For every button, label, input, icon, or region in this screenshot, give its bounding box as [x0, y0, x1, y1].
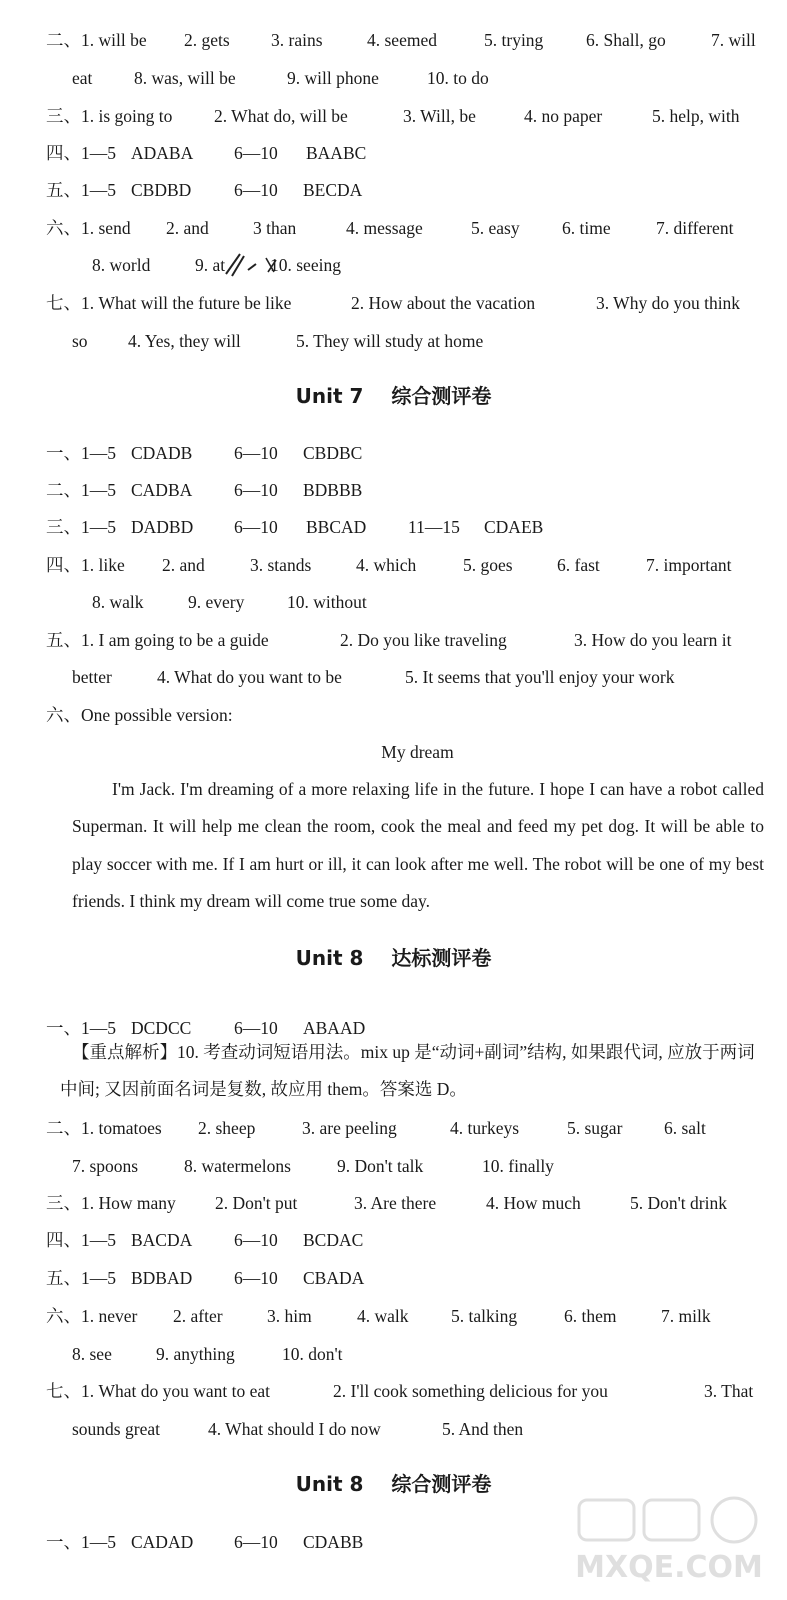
answer-item: 7. different	[656, 218, 734, 238]
answer-item: 8. see	[72, 1344, 112, 1364]
answer-item: 8. world	[92, 255, 151, 275]
answer-item: 二、1. tomatoes	[46, 1118, 162, 1138]
answer-item: 六、1. send	[46, 218, 131, 238]
unit8-standard-heading	[0, 944, 787, 972]
test-name: 达标测评卷	[391, 946, 492, 970]
unit-label: Unit 7	[295, 384, 364, 408]
answer-item: 3 than	[253, 218, 297, 238]
answer-item: 6—10	[234, 1230, 278, 1250]
essay-title: My dream	[381, 742, 454, 762]
answer-item: 3. him	[267, 1306, 312, 1326]
answer-item: 4. turkeys	[450, 1118, 520, 1138]
answer-item: 2. What do, will be	[214, 106, 348, 126]
answer-item: 七、1. What will the future be like	[46, 293, 292, 313]
answer-item: 2. Do you like traveling	[340, 630, 507, 650]
answer-item: 8. walk	[92, 592, 144, 612]
answer-item: CDADB	[131, 443, 193, 463]
answer-item: 3. Are there	[354, 1193, 437, 1213]
watermark-logo	[569, 1492, 769, 1592]
answer-item: 7. spoons	[72, 1156, 139, 1176]
answer-item: 4. How much	[486, 1193, 581, 1213]
answer-item: 2. I'll cook something delicious for you	[333, 1381, 608, 1401]
answer-item: 2. gets	[184, 30, 230, 50]
unit-label: Unit 8	[295, 1472, 364, 1496]
answer-item: eat	[72, 68, 93, 88]
answer-item: 6—10	[234, 1268, 278, 1288]
answer-item: CBDBD	[131, 180, 192, 200]
answer-item: CADAD	[131, 1532, 194, 1552]
answer-item: 10. don't	[282, 1344, 343, 1364]
answer-item: 4. Yes, they will	[128, 331, 241, 351]
answer-item: 6—10	[234, 517, 278, 537]
answer-item: 4. message	[346, 218, 423, 238]
answer-item: 4. seemed	[367, 30, 437, 50]
answer-item: 一、1—5	[46, 1532, 116, 1552]
answer-item: ABAAD	[303, 1018, 366, 1038]
answer-item: 四、1—5	[46, 143, 116, 163]
answer-item: 10. finally	[482, 1156, 554, 1176]
answer-item: 4. What should I do now	[208, 1419, 381, 1439]
answer-item: 五、1—5	[46, 180, 116, 200]
answer-item: 6. them	[564, 1306, 617, 1326]
answer-item: 2. sheep	[198, 1118, 256, 1138]
answer-item: 6—10	[234, 180, 278, 200]
answer-item: 3. rains	[271, 30, 323, 50]
answer-item: 四、1. like	[46, 555, 125, 575]
answer-item: 一、1—5	[46, 443, 116, 463]
answer-item: 6—10	[234, 1532, 278, 1552]
note-text: 【重点解析】10. 考查动词短语用法。mix up 是“动词+副词”结构, 如果跟代词, 应放于两词中间; 又因前面名词是复数, 故应用 them。答案选 D。	[60, 1042, 755, 1099]
answer-item: 六、1. never	[46, 1306, 138, 1326]
answer-item: ADABA	[131, 143, 194, 163]
answer-item: BECDA	[303, 180, 363, 200]
answer-item: 5. trying	[484, 30, 544, 50]
handwritten-correction-mark	[222, 250, 278, 280]
answer-item: 11—15	[408, 517, 460, 537]
answer-item: better	[72, 667, 112, 687]
answer-item: 5. And then	[442, 1419, 524, 1439]
answer-item: 6—10	[234, 443, 278, 463]
answer-item: 6. salt	[664, 1118, 706, 1138]
answer-item: 3. How do you learn it	[574, 630, 732, 650]
answer-item: BAABC	[306, 143, 367, 163]
answer-item: 6. Shall, go	[586, 30, 666, 50]
answer-item: 8. was, will be	[134, 68, 236, 88]
answer-item: 五、1. I am going to be a guide	[46, 630, 269, 650]
answer-item: 3. That	[704, 1381, 754, 1401]
answer-item: 5. talking	[451, 1306, 518, 1326]
answer-item: 3. Will, be	[403, 106, 476, 126]
answer-item: 4. What do you want to be	[157, 667, 342, 687]
answer-item: so	[72, 331, 88, 351]
answer-item: 4. which	[356, 555, 417, 575]
answer-item: 一、1—5	[46, 1018, 116, 1038]
answer-item: BDBAD	[131, 1268, 193, 1288]
answer-item: 三、1—5	[46, 517, 116, 537]
answer-item: 5. They will study at home	[296, 331, 484, 351]
answer-item: DADBD	[131, 517, 194, 537]
watermark-text: MXQE.COM	[575, 1550, 763, 1585]
answer-item: 3. are peeling	[302, 1118, 397, 1138]
answer-item: 5. Don't drink	[630, 1193, 727, 1213]
answer-item: BDBBB	[303, 480, 363, 500]
answer-item: 5. sugar	[567, 1118, 623, 1138]
answer-item: 10. seeing	[270, 255, 341, 275]
answer-item: 7. milk	[661, 1306, 711, 1326]
answer-item: 9. Don't talk	[337, 1156, 424, 1176]
unit7-comprehensive-heading	[0, 382, 787, 410]
answer-item: CBADA	[303, 1268, 365, 1288]
answer-item: 2. Don't put	[215, 1193, 298, 1213]
answer-item: 三、1. How many	[46, 1193, 176, 1213]
test-name: 综合测评卷	[391, 1472, 492, 1496]
answer-item: CBDBC	[303, 443, 363, 463]
answer-item: 9. anything	[156, 1344, 235, 1364]
answer-item: 6—10	[234, 480, 278, 500]
answer-item: 7. important	[646, 555, 732, 575]
answer-item: sounds great	[72, 1419, 160, 1439]
answer-item: 五、1—5	[46, 1268, 116, 1288]
essay-text: I'm Jack. I'm dreaming of a more relaxing life in the future. I hope I can have a robot called Superman. It will help me clean the room, cook the meal and feed my pet dog. It will be able to play soccer with me. If I am hurt or ill, it can look after me well. The robot will be one of my best friends. I think my dream will come true some day.	[72, 779, 764, 911]
answer-item: 四、1—5	[46, 1230, 116, 1250]
answer-item: 8. watermelons	[184, 1156, 291, 1176]
answer-item: BCDAC	[303, 1230, 364, 1250]
essay-body	[72, 771, 764, 920]
answer-item: 5. goes	[463, 555, 513, 575]
answer-item: 二、1. will be	[46, 30, 147, 50]
answer-item: 七、1. What do you want to eat	[46, 1381, 271, 1401]
unit-label: Unit 8	[295, 946, 364, 970]
answer-item: DCDCC	[131, 1018, 192, 1038]
answer-item: 6—10	[234, 143, 278, 163]
answer-item: 2. after	[173, 1306, 223, 1326]
answer-item: 三、1. is going to	[46, 106, 173, 126]
answer-item: 4. no paper	[524, 106, 603, 126]
answer-item: 9. will phone	[287, 68, 379, 88]
answer-item: CDABB	[303, 1532, 364, 1552]
answer-item: 10. to do	[427, 68, 489, 88]
answer-item: 4. walk	[357, 1306, 409, 1326]
answer-item: 二、1—5	[46, 480, 116, 500]
answer-item: 2. and	[162, 555, 205, 575]
answer-item: 9. at	[195, 255, 226, 275]
answer-item: 7. will	[711, 30, 756, 50]
answer-item: BACDA	[131, 1230, 193, 1250]
answer-item: CADBA	[131, 480, 193, 500]
key-analysis-note	[60, 1034, 762, 1108]
answer-item: 5. help, with	[652, 106, 740, 126]
answer-item: 6. time	[562, 218, 611, 238]
answer-item: BBCAD	[306, 517, 367, 537]
answer-item: 6. fast	[557, 555, 600, 575]
answer-item: 9. every	[188, 592, 245, 612]
answer-item: 2. and	[166, 218, 209, 238]
answer-item: 10. without	[287, 592, 367, 612]
answer-item: 3. stands	[250, 555, 312, 575]
answer-item: 6—10	[234, 1018, 278, 1038]
answer-item: 5. easy	[471, 218, 520, 238]
answer-item: 5. It seems that you'll enjoy your work	[405, 667, 675, 687]
test-name: 综合测评卷	[391, 384, 492, 408]
answer-item: CDAEB	[484, 517, 544, 537]
answer-item: 2. How about the vacation	[351, 293, 536, 313]
answer-item: 六、One possible version:	[46, 705, 233, 725]
answer-item: 3. Why do you think	[596, 293, 741, 313]
